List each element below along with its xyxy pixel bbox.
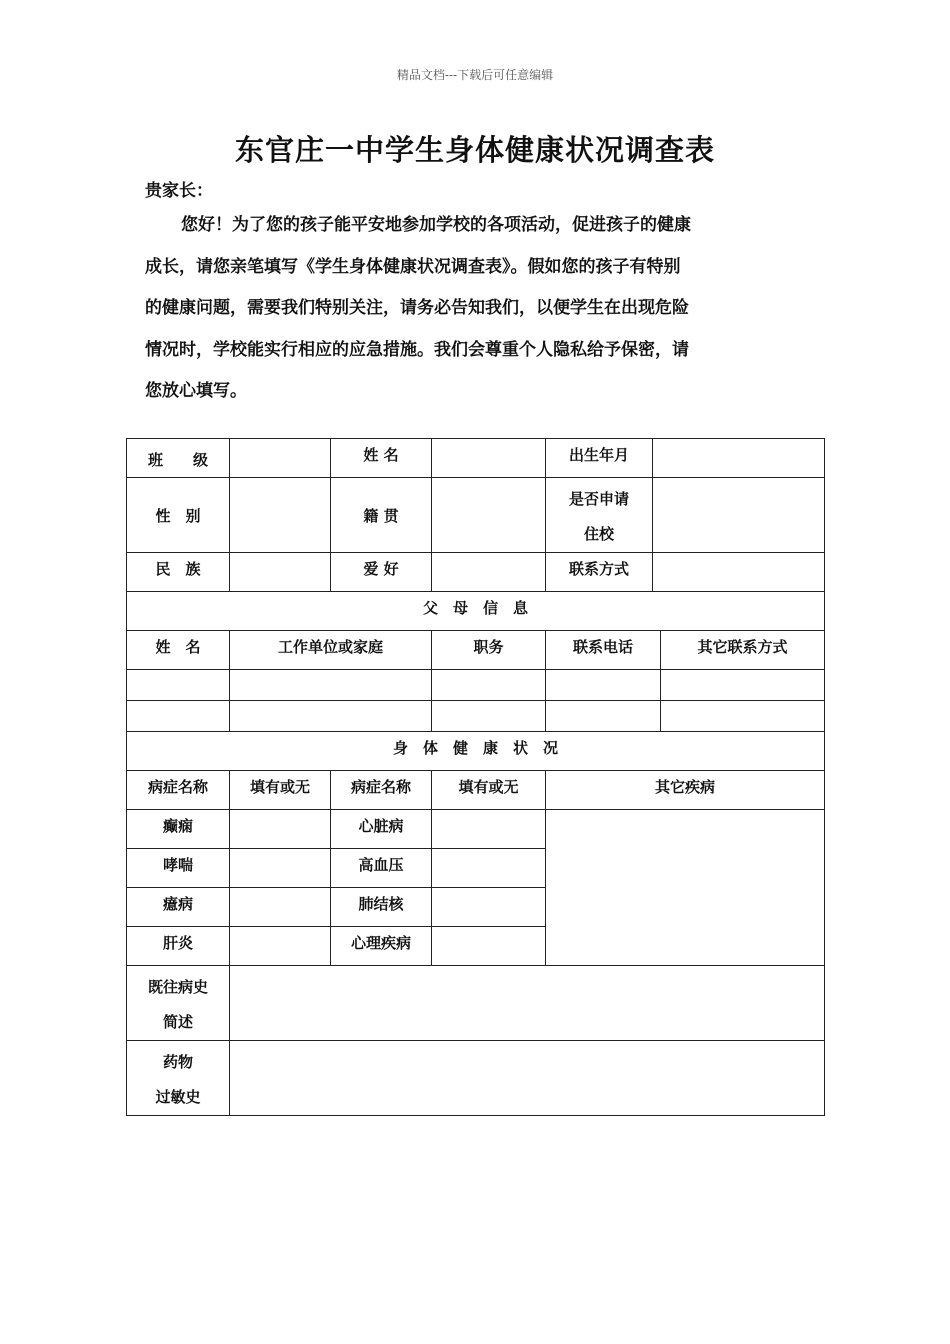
disease-label: 肝炎 — [127, 927, 230, 966]
hobby-label: 爱 好 — [331, 553, 432, 592]
letter-body — [145, 205, 800, 413]
class-field[interactable] — [230, 439, 331, 478]
letter-line: 情况时，学校能实行相应的应急措施。我们会尊重个人隐私给予保密，请 — [145, 339, 689, 360]
parent-work-field[interactable] — [230, 701, 432, 732]
disease-label: 癔病 — [127, 888, 230, 927]
parent-position-field[interactable] — [432, 701, 546, 732]
row-health-header — [127, 771, 825, 810]
row-parents-title — [127, 592, 825, 631]
gender-label: 性 别 — [127, 478, 230, 553]
health-col-fill-2: 填有或无 — [432, 771, 546, 810]
class-label: 班 级 — [127, 439, 230, 478]
health-col-other: 其它疾病 — [546, 771, 825, 810]
parents-col-other: 其它联系方式 — [661, 631, 825, 670]
disease-fill-field[interactable] — [230, 849, 331, 888]
row-allergy — [127, 1041, 825, 1116]
gender-field[interactable] — [230, 478, 331, 553]
parent-name-field[interactable] — [127, 670, 230, 701]
parents-col-phone: 联系电话 — [546, 631, 661, 670]
letter-line: 您好！为了您的孩子能平安地参加学校的各项活动，促进孩子的健康 — [181, 215, 691, 235]
parents-section-title: 父 母 信 息 — [127, 592, 825, 631]
disease-fill-field[interactable] — [230, 888, 331, 927]
ethnic-field[interactable] — [230, 553, 331, 592]
parent-phone-field[interactable] — [546, 670, 661, 701]
row-basic-2 — [127, 478, 825, 553]
letter-line: 您放心填写。 — [145, 381, 247, 401]
history-label: 既往病史 简述 — [127, 966, 230, 1041]
row-basic-3 — [127, 553, 825, 592]
health-section-title: 身 体 健 康 状 况 — [127, 732, 825, 771]
parents-col-work: 工作单位或家庭 — [230, 631, 432, 670]
history-field[interactable] — [230, 966, 825, 1041]
parent-position-field[interactable] — [432, 670, 546, 701]
disease-fill-field[interactable] — [432, 810, 546, 849]
row-history — [127, 966, 825, 1041]
name-field[interactable] — [432, 439, 546, 478]
contact-label: 联系方式 — [546, 553, 653, 592]
disease-fill-field[interactable] — [432, 888, 546, 927]
parent-work-field[interactable] — [230, 670, 432, 701]
parent-phone-field[interactable] — [546, 701, 661, 732]
disease-fill-field[interactable] — [230, 810, 331, 849]
disease-fill-field[interactable] — [432, 849, 546, 888]
health-survey-form — [126, 438, 825, 1116]
document-title: 东官庄一中学生身体健康状况调查表 — [234, 133, 715, 167]
parent-name-field[interactable] — [127, 701, 230, 732]
health-col-fill-1: 填有或无 — [230, 771, 331, 810]
name-label: 姓 名 — [331, 439, 432, 478]
disease-label: 高血压 — [331, 849, 432, 888]
disease-label: 心脏病 — [331, 810, 432, 849]
parent-other-field[interactable] — [661, 670, 825, 701]
disease-label: 心理疾病 — [331, 927, 432, 966]
row-health-title — [127, 732, 825, 771]
parents-row — [127, 670, 825, 701]
boarding-label: 是否申请 住校 — [546, 478, 653, 553]
contact-field[interactable] — [653, 553, 825, 592]
disease-fill-field[interactable] — [230, 927, 331, 966]
boarding-field[interactable] — [653, 478, 825, 553]
parent-other-field[interactable] — [661, 701, 825, 732]
native-label: 籍 贯 — [331, 478, 432, 553]
ethnic-label: 民 族 — [127, 553, 230, 592]
disease-label: 肺结核 — [331, 888, 432, 927]
parents-col-name: 姓 名 — [127, 631, 230, 670]
header-watermark: 精品文档---下载后可任意编辑 — [396, 68, 554, 82]
letter-line: 成长，请您亲笔填写《学生身体健康状况调查表》。假如您的孩子有特别 — [145, 256, 681, 277]
disease-label: 癫痫 — [127, 810, 230, 849]
salutation: 贵家长： — [145, 181, 213, 201]
allergy-field[interactable] — [230, 1041, 825, 1116]
birth-field[interactable] — [653, 439, 825, 478]
row-parents-header — [127, 631, 825, 670]
row-basic-1 — [127, 439, 825, 478]
native-field[interactable] — [432, 478, 546, 553]
parents-row — [127, 701, 825, 732]
hobby-field[interactable] — [432, 553, 546, 592]
parents-col-position: 职务 — [432, 631, 546, 670]
disease-row — [127, 810, 825, 849]
letter-line: 的健康问题，需要我们特别关注，请务必告知我们，以便学生在出现危险 — [145, 298, 689, 318]
disease-label: 哮喘 — [127, 849, 230, 888]
birth-label: 出生年月 — [546, 439, 653, 478]
disease-fill-field[interactable] — [432, 927, 546, 966]
other-disease-field[interactable] — [546, 810, 825, 966]
health-col-disease-1: 病症名称 — [127, 771, 230, 810]
allergy-label: 药物 过敏史 — [127, 1041, 230, 1116]
health-col-disease-2: 病症名称 — [331, 771, 432, 810]
